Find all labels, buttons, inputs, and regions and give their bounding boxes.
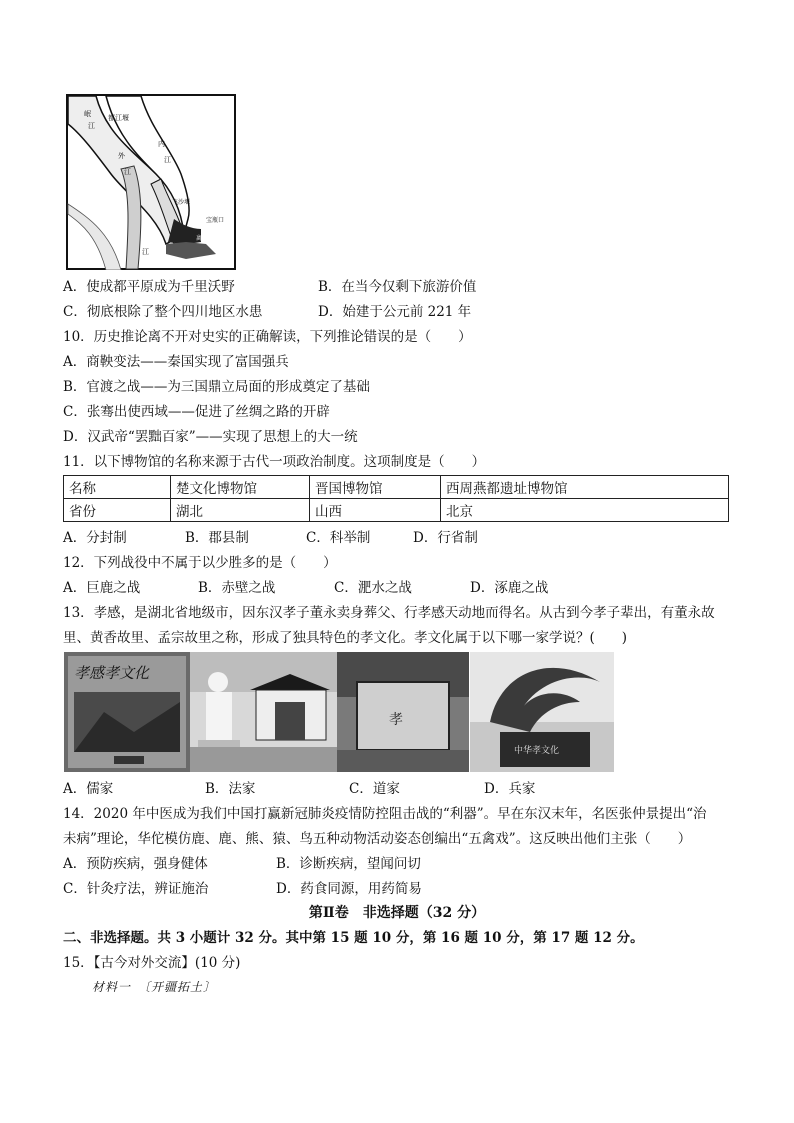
q13-stem-line1: 13．孝感，是湖北省地级市，因东汉孝子董永卖身葬父、行孝感天动地而得名。从古到今孝子辈出，有董永故	[63, 605, 715, 621]
q9-option-c: C．彻底根除了整个四川地区水患	[63, 304, 263, 320]
map-label: 离堆	[196, 235, 209, 242]
table-cell: 楚文化博物馆	[171, 476, 310, 499]
map-label: 江	[88, 122, 95, 130]
q11-stem: 11．以下博物馆的名称来源于古代一项政治制度。这项制度是（ ）	[63, 454, 486, 470]
sculpture-photo	[470, 652, 614, 772]
section-title: 第Ⅱ卷 非选择题（32 分）	[308, 905, 486, 921]
dujiangyan-map	[66, 94, 236, 270]
q12-option-a: A．巨鹿之战	[63, 580, 141, 596]
map-label: 江	[142, 248, 149, 256]
map-label: 内	[158, 140, 165, 148]
q13-option-a: A．儒家	[63, 781, 114, 797]
q10-option-b: B．官渡之战——为三国鼎立局面的形成奠定了基础	[63, 379, 370, 395]
q10-option-d: D．汉武帝“罢黜百家”——实现了思想上的大一统	[63, 429, 358, 445]
map-label: 岷	[84, 110, 91, 118]
q12-option-c: C．淝水之战	[334, 580, 412, 596]
q13-option-c: C．道家	[349, 781, 400, 797]
q12-option-b: B．赤壁之战	[198, 580, 276, 596]
q13-option-b: B．法家	[205, 781, 256, 797]
q14-option-c: C．针灸疗法，辨证施治	[63, 881, 209, 897]
q14-option-b: B．诊断疾病，望闻问切	[276, 856, 421, 872]
q10-option-a: A．商鞅变法——秦国实现了富国强兵	[63, 354, 289, 370]
section-heading: 二、非选择题。共 3 小题计 32 分。其中第 15 题 10 分，第 16 题 10 分，第 17 题 12 分。	[63, 930, 644, 946]
q13-option-d: D．兵家	[484, 781, 536, 797]
table-row	[64, 499, 729, 522]
table-row	[64, 476, 729, 499]
table-cell: 省份	[64, 499, 171, 522]
material-label: 材料一 〔开疆拓土〕	[92, 980, 217, 994]
q9-option-d: D．始建于公元前 221 年	[318, 304, 472, 320]
q12-stem: 12．下列战役中不属于以少胜多的是（ ）	[63, 555, 337, 571]
stele-photo	[337, 652, 469, 772]
sculpture-inscription: 中华孝文化	[514, 746, 560, 756]
q10-option-c: C．张骞出使西域——促进了丝绸之路的开辟	[63, 404, 330, 420]
q13-stem-line2: 里、黄香故里、孟宗故里之称，形成了独具特色的孝文化。孝文化属于以下哪一家学说？( )	[63, 630, 628, 646]
map-label: 江	[124, 168, 131, 176]
q11-option-a: A．分封制	[63, 530, 127, 546]
q14-option-d: D．药食同源，用药简易	[276, 881, 422, 897]
map-label: 江	[164, 156, 171, 164]
map-label: 宝瓶口	[206, 217, 225, 224]
table-cell: 西周燕都遗址博物馆	[441, 476, 729, 499]
table-cell: 名称	[64, 476, 171, 499]
q10-stem: 10．历史推论离不开对史实的正确解读，下列推论错误的是（ ）	[63, 329, 472, 345]
q12-option-d: D．涿鹿之战	[470, 580, 549, 596]
q15-title: 15．【古今对外交流】(10 分)	[63, 955, 241, 971]
q11-option-d: D．行省制	[413, 530, 478, 546]
book-cover-photo	[64, 652, 190, 772]
table-cell: 湖北	[171, 499, 310, 522]
map-label: 飞沙堰	[172, 199, 191, 206]
q9-option-a: A．使成都平原成为千里沃野	[63, 279, 235, 295]
q11-option-b: B．郡县制	[185, 530, 249, 546]
q11-table	[63, 475, 729, 522]
statue-hall-photo	[190, 652, 337, 772]
map-label: 外	[118, 152, 125, 160]
table-cell: 山西	[310, 499, 441, 522]
q14-stem-line1: 14．2020 年中医成为我们中国打赢新冠肺炎疫情防控阻击战的“利器”。早在东汉末年，名医张仲景提出“治	[63, 806, 707, 822]
q14-option-a: A．预防疾病，强身健体	[63, 856, 208, 872]
stele-character: 孝	[389, 712, 403, 728]
map-label: 都江堰	[108, 114, 129, 122]
book-cover-title: 孝感孝文化	[74, 664, 150, 682]
table-cell: 北京	[441, 499, 729, 522]
table-cell: 晋国博物馆	[310, 476, 441, 499]
q11-option-c: C．科举制	[306, 530, 371, 546]
q14-stem-line2: 未病”理论，华佗模仿鹿、鹿、熊、猿、鸟五种动物活动姿态创编出“五禽戏”。这反映出他们主张（ ）	[63, 831, 692, 847]
q9-option-b: B．在当今仅剩下旅游价值	[318, 279, 477, 295]
